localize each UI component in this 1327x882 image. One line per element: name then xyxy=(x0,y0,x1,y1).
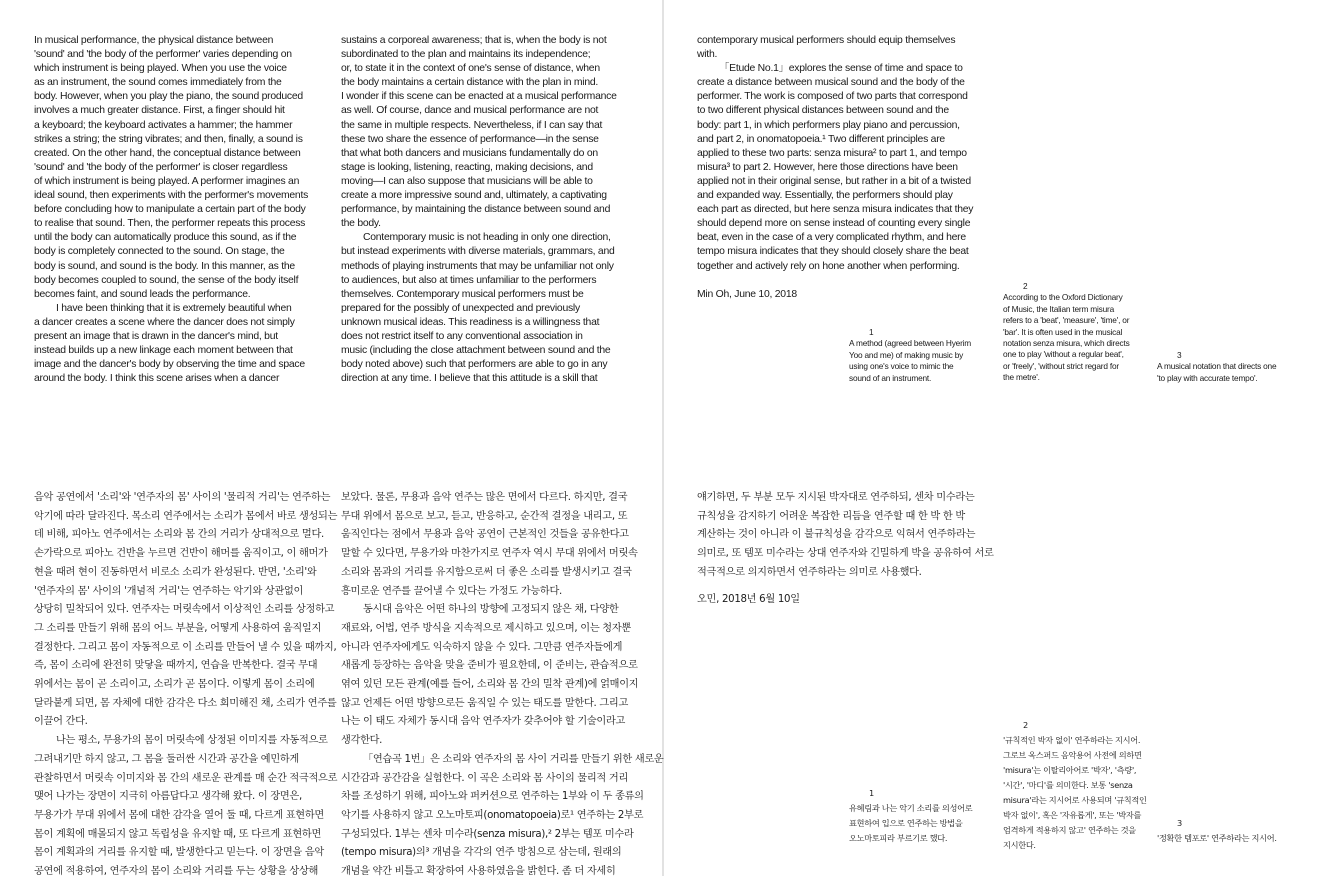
english-text-column-3 xyxy=(697,34,992,274)
text-line: body is sound, and sound is the body. In this manner, as the xyxy=(34,260,295,272)
text-line: 움직인다는 점에서 무용과 음악 공연이 근본적인 것들을 공유한다고 xyxy=(341,529,629,541)
text-line: I have been thinking that it is extremely beautiful when xyxy=(56,302,292,314)
text-line: 소리와 몸과의 거리를 유지함으로써 더 좋은 소리를 발생시키고 결국 xyxy=(341,566,632,578)
text-line: and part 2, in onomatopoeia.¹ Two different principles are xyxy=(697,133,945,145)
text-line: 공연에 적용하여, 연주자의 몸이 소리와 거리를 두는 상황을 상상해 xyxy=(34,866,319,878)
footnote-line: A musical notation that directs one xyxy=(1157,361,1277,372)
text-line: 보았다. 물론, 무용과 음악 연주는 많은 면에서 다르다. 하지만, 결국 xyxy=(341,492,628,503)
footnote-line: A method (agreed between Hyerim xyxy=(849,338,972,349)
footnote-line: misura'라는 지시어로 사용되며 '규칙적인 xyxy=(1003,795,1147,805)
text-line: involves a much greater distance. First, a finger should hit xyxy=(34,105,285,117)
text-line: 적극적으로 의지하면서 연주하라는 의미로 사용했다. xyxy=(697,566,922,578)
text-line: 「Etude No.1」explores the sense of time and space to xyxy=(719,63,963,75)
page-spread-divider xyxy=(662,0,664,876)
text-line: 달라붙게 되면, 몸 자체에 대한 감각은 다소 희미해진 채, 소리가 연주를 xyxy=(34,697,337,709)
text-line: 무용가가 무대 위에서 몸에 대한 감각을 열어 둘 때, 다르게 표현하면 xyxy=(34,809,324,821)
english-text-column-1 xyxy=(34,34,329,386)
text-line: body becomes coupled to sound, the sense of the body itself xyxy=(34,274,299,286)
text-line: body: part 1, in which performers play piano and percussion, xyxy=(697,119,960,131)
text-line: 관찰하면서 머릿속 이미지와 몸 간의 새로운 관계를 매 순간 적극적으로 xyxy=(34,772,338,784)
text-line: the body. xyxy=(341,218,381,230)
footnote-line: one to play 'without a regular beat', xyxy=(1003,349,1124,360)
text-line: I wonder if this scene can be enacted at a musical performance xyxy=(341,91,617,103)
footnote-line: '규칙적인 박자 없이' 연주하라는 지시어. xyxy=(1003,735,1141,745)
text-line: 손가락으로 피아노 건반을 누르면 건반이 해머를 움직이고, 이 해머가 xyxy=(34,548,328,560)
text-line: does not restrict itself to any conventional association in xyxy=(341,330,583,342)
text-line: to realise that sound. Then, the performer repeats this process xyxy=(34,218,306,230)
text-line: ideal sound, then experiments with the performer's movements xyxy=(34,190,309,202)
text-line: 결정한다. 그리고 몸이 자동적으로 이 소리를 만들어 낼 수 있을 때까지, xyxy=(34,641,337,653)
text-line: 나는 이 태도 자체가 동시대 음악 연주자가 갖추어야 할 기술이라고 xyxy=(341,716,626,728)
text-line: 그려내기만 하지 않고, 그 몸을 둘러싼 시간과 공간을 예민하게 xyxy=(34,753,299,765)
footnote-line: sound of an instrument. xyxy=(849,372,932,383)
korean-text-column-2 xyxy=(341,489,664,882)
text-line: that what both dancers and musicians fundamentally do on xyxy=(341,147,598,159)
text-line: 몸이 계획과의 거리를 유지할 때, 발생한다고 믿는다. 이 장면을 음악 xyxy=(34,847,324,859)
text-line: should depend more on sense instead of counting every single xyxy=(697,218,971,230)
footnote-number: 1 xyxy=(869,327,874,337)
text-line: Contemporary music is not heading in only one direction, xyxy=(363,232,611,244)
text-line: 생각한다. xyxy=(341,735,383,747)
text-line: around the body. I think this scene arises when a dancer xyxy=(34,373,280,385)
text-line: the same in multiple respects. Nevertheless, if I can say that xyxy=(341,119,603,131)
text-line: misura³ to part 2. However, here those directions have been xyxy=(697,161,958,173)
text-line: methods of playing instruments that may be unfamiliar not only xyxy=(341,260,614,272)
text-line: direction at any time. I believe that this attitude is a skill that xyxy=(341,373,598,385)
text-line: 차를 조성하기 위해, 피아노와 퍼커션으로 연주하는 1부와 이 두 종류의 xyxy=(341,791,644,803)
english-footnote-2 xyxy=(1003,281,1153,384)
footnote-line: using one's voice to mimic the xyxy=(849,361,954,372)
text-line: 시간감과 공간감을 실험한다. 이 곡은 소리와 몸 사이의 물리적 거리 xyxy=(341,772,628,784)
text-line: beat, even in the case of a very complicated rhythm, and here xyxy=(697,232,966,244)
text-line: 데 비해, 피아노 연주에서는 소리와 몸 간의 거리가 상대적으로 멀다. xyxy=(34,529,324,541)
footnote-line: 엄격하게 적용하지 않고' 연주하는 것을 xyxy=(1003,825,1136,835)
text-line: with. xyxy=(697,49,718,61)
text-line: each part as directed, but here senza misura indicates that they xyxy=(697,204,974,216)
footnote-number: 1 xyxy=(869,788,874,798)
footnote-line: 오노마토피라 부르기로 했다. xyxy=(849,833,948,843)
text-line: as an instrument, the sound comes immediately from the xyxy=(34,77,282,89)
text-line: 맺어 나가는 장면이 지극히 아름답다고 생각해 왔다. 이 장면은, xyxy=(34,791,302,803)
text-line: 아니라 연주자에게도 익숙하지 않을 수 있다. 그만큼 연주자들에게 xyxy=(341,641,623,653)
text-line: (tempo misura)의³ 개념을 각각의 연주 방침으로 삼는데, 원래의 xyxy=(341,847,622,859)
text-line: body. However, when you play the piano, the sound produced xyxy=(34,91,303,103)
footnote-line: 'to play with accurate tempo'. xyxy=(1157,372,1258,383)
text-line: to audiences, but also at times unfamiliar to the performers xyxy=(341,274,597,286)
text-line: before concluding how to manipulate a certain part of the body xyxy=(34,204,306,216)
footnote-line: According to the Oxford Dictionary xyxy=(1003,292,1123,303)
text-line: becomes faint, and sound leads the performance. xyxy=(34,288,251,300)
footnote-line: 'bar'. It is often used in the musical xyxy=(1003,326,1123,337)
text-line: until the body can automatically produce this sound, as if the xyxy=(34,232,297,244)
footnote-line: 박자 없이', 혹은 '자유롭게', 또는 '박자를 xyxy=(1003,810,1142,820)
text-line: these two share the essence of performance—in the sense xyxy=(341,133,599,145)
footnote-line: '정확한 템포로' 연주하라는 지시어. xyxy=(1157,833,1277,843)
text-line: 나는 평소, 무용가의 몸이 머릿속에 상정된 이미지를 자동적으로 xyxy=(56,735,328,747)
text-line: 음악 공연에서 '소리'와 '연주자의 몸' 사이의 '물리적 거리'는 연주하는 xyxy=(34,492,331,503)
text-line: 무대 위에서 몸으로 보고, 듣고, 반응하고, 순간적 결정을 내리고, 또 xyxy=(341,510,628,522)
korean-text-column-1 xyxy=(34,489,338,882)
text-line: image and the dancer's body by observing the time and space xyxy=(34,359,305,371)
text-line: performance, by maintaining the distance between sound and xyxy=(341,204,611,216)
text-line: body is completely connected to the sound. On stage, the xyxy=(34,246,285,258)
text-line: of which instrument is being played. A performer imagines an xyxy=(34,175,300,187)
text-line: '연주자의 몸' 사이의 '개념적 거리'는 연주하는 악기와 상관없이 xyxy=(34,585,304,597)
text-line: 「연습곡 1번」은 소리와 연주자의 몸 사이 거리를 만들기 위한 새로운 xyxy=(363,753,664,765)
footnote-line: 그로브 옥스퍼드 음악용어 사전에 의하면 xyxy=(1003,750,1142,760)
text-line: body noted above) such that performers are able to go in any xyxy=(341,359,608,371)
text-line: 흥미로운 연주를 끌어낼 수 있다는 가정도 가능하다. xyxy=(341,585,562,597)
text-line: unknown musical ideas. This readiness is a willingness that xyxy=(341,316,600,328)
korean-footnote-1 xyxy=(849,786,999,846)
text-line: and expanded way. Essentially, the performers should play xyxy=(697,190,953,202)
text-line: applied not in their original sense, but rather in a bit of a twisted xyxy=(697,175,971,187)
text-line: 얘기하면, 두 부분 모두 지시된 박자대로 연주하되, 센차 미수라는 xyxy=(697,492,975,503)
text-line: as well. Of course, dance and musical performance are not xyxy=(341,105,599,117)
text-line: 악기에 따라 달라진다. 목소리 연주에서는 소리가 몸에서 바로 생성되는 xyxy=(34,510,338,522)
english-footnote-3 xyxy=(1157,350,1322,384)
text-line: 악기를 사용하지 않고 오노마토피(onomatopoeia)로¹ 연주하는 2부로 xyxy=(341,809,644,821)
text-line: 이끌어 간다. xyxy=(34,716,88,728)
text-line: create a more impressive sound and, ultimately, a captivating xyxy=(341,190,607,202)
footnote-line: notation senza misura, which directs xyxy=(1003,338,1130,349)
text-line: moving—I can also suppose that musicians will be able to xyxy=(341,175,593,187)
text-line: create a distance between musical sound and the body of the xyxy=(697,77,965,89)
text-line: 몸이 계획에 매몰되지 않고 독립성을 유지할 때, 또 다르게 표현하면 xyxy=(34,828,321,840)
text-line: music (including the close attachment between sound and the xyxy=(341,345,611,357)
text-line: 그 소리를 만들기 위해 몸의 어느 부분을, 어떻게 사용하여 움직일지 xyxy=(34,622,321,634)
footnote-number: 2 xyxy=(1023,281,1028,291)
korean-footnote-2 xyxy=(1003,718,1158,853)
text-line: instead builds up a new linkage each moment between that xyxy=(34,345,293,357)
footnote-line: 유혜림과 나는 악기 소리를 의성어로 xyxy=(849,803,973,813)
text-line: 규칙성을 감지하기 어려운 복잡한 리듬을 연주할 때 한 박 한 박 xyxy=(697,510,965,522)
text-line: 재료와, 어법, 연주 방식을 지속적으로 제시하고 있으며, 이는 청자뿐 xyxy=(341,622,631,634)
text-line: performer. The work is composed of two parts that correspond xyxy=(697,91,968,103)
text-line: to two different physical distances between sound and the xyxy=(697,105,949,117)
footnote-line: Yoo and me) of making music by xyxy=(849,349,964,360)
text-line: or, to state it in the context of one's sense of distance, when xyxy=(341,63,600,75)
footnote-line: the metre'. xyxy=(1003,372,1040,383)
text-line: sustains a corporeal awareness; that is, when the body is not xyxy=(341,35,607,46)
footnote-line: 지시한다. xyxy=(1003,840,1036,850)
footnote-line: '시간', '마디'를 의미한다. 보통 'senza xyxy=(1003,780,1133,790)
text-line: which instrument is being played. When you use the voice xyxy=(34,63,287,75)
text-line: 엮여 있던 모든 관계(예를 들어, 소리와 몸 간의 밀착 관계)에 얽매이지 xyxy=(341,679,639,691)
text-line: 'sound' and 'the body of the performer' varies depending on xyxy=(34,49,292,61)
text-line: present an image that is drawn in the dancer's mind, but xyxy=(34,330,278,342)
text-line: subordinated to the plan and maintains its independence; xyxy=(341,49,591,61)
footnote-number: 2 xyxy=(1023,720,1028,730)
text-line: a keyboard; the keyboard activates a hammer; the hammer xyxy=(34,119,293,131)
text-line: contemporary musical performers should equip themselves xyxy=(697,35,956,46)
text-line: 의미로, 또 템포 미수라는 상대 연주자와 긴밀하게 박을 공유하여 서로 xyxy=(697,548,994,560)
text-line: a dancer creates a scene where the dancer does not simply xyxy=(34,316,295,328)
text-line: 구성되었다. 1부는 센차 미수라(senza misura),² 2부는 템포 미수라 xyxy=(341,828,634,840)
text-line: 'sound' and 'the body of the performer' is closer regardless xyxy=(34,161,288,173)
text-line: together and actively rely on hone another when performing. xyxy=(697,260,960,272)
footnote-line: 'misura'는 이탈리아어로 '박자', '측량', xyxy=(1003,765,1137,775)
text-line: tempo misura indicates that they should closely share the beat xyxy=(697,246,969,258)
text-line: strikes a string; the string vibrates; and then, finally, a sound is xyxy=(34,133,303,145)
korean-footnote-3 xyxy=(1157,816,1322,846)
text-line: 말할 수 있다면, 무용가와 마찬가지로 연주자 역시 무대 위에서 머릿속 xyxy=(341,548,638,560)
text-line: but instead experiments with diverse materials, grammars, and xyxy=(341,246,615,258)
text-line: 위에서는 몸이 곧 소리이고, 소리가 곧 몸이다. 이렇게 몸이 소리에 xyxy=(34,679,315,691)
text-line: prepared for the possibly of unexpected and previously xyxy=(341,302,580,314)
text-line: applied to these two parts: senza misura² to part 1, and tempo xyxy=(697,147,967,159)
footnote-line: 표현하여 입으로 연주하는 방법을 xyxy=(849,818,963,828)
text-line: 않고 언제든 어떤 방향으로든 움직일 수 있는 태도를 말한다. 그리고 xyxy=(341,697,628,709)
text-line: 현을 때려 현이 진동하면서 비로소 소리가 완성된다. 반면, '소리'와 xyxy=(34,566,317,578)
english-text-column-2 xyxy=(341,34,636,386)
text-line: 계산하는 것이 아니라 이 불규칙성을 감각으로 익혀서 연주하라는 xyxy=(697,529,976,541)
text-line: 상당히 밀착되어 있다. 연주자는 머릿속에서 이상적인 소리를 상정하고 xyxy=(34,604,335,616)
text-line: themselves. Contemporary musical performers must be xyxy=(341,288,584,300)
text-line: In musical performance, the physical distance between xyxy=(34,35,274,46)
english-signature: Min Oh, June 10, 2018 xyxy=(697,289,797,300)
text-line: 즉, 몸이 소리에 완전히 맞닿을 때까지, 연습을 반복한다. 결국 무대 xyxy=(34,660,318,672)
footnote-line: refers to a 'beat', 'measure', 'time', or xyxy=(1003,315,1130,326)
text-line: 동시대 음악은 어떤 하나의 방향에 고정되지 않은 채, 다양한 xyxy=(363,604,619,616)
text-line: the body maintains a certain distance with the plan in mind. xyxy=(341,77,599,89)
korean-text-column-3 xyxy=(697,489,997,583)
footnote-number: 3 xyxy=(1177,818,1182,828)
text-line: 새롭게 등장하는 음악을 맞을 준비가 필요한데, 이 준비는, 관습적으로 xyxy=(341,660,638,672)
footnote-line: of Music, the Italian term misura xyxy=(1003,303,1114,314)
text-line: created. On the other hand, the conceptual distance between xyxy=(34,147,301,159)
text-line: 개념을 약간 비틀고 확장하여 사용하였음을 밝힌다. 좀 더 자세히 xyxy=(341,866,616,878)
footnote-number: 3 xyxy=(1177,350,1182,360)
footnote-line: or 'freely', 'without strict regard for xyxy=(1003,360,1119,371)
english-footnote-1 xyxy=(849,327,999,384)
korean-signature: 오민, 2018년 6월 10일 xyxy=(697,594,800,605)
text-line: stage is looking, listening, reacting, making decisions, and xyxy=(341,161,593,173)
